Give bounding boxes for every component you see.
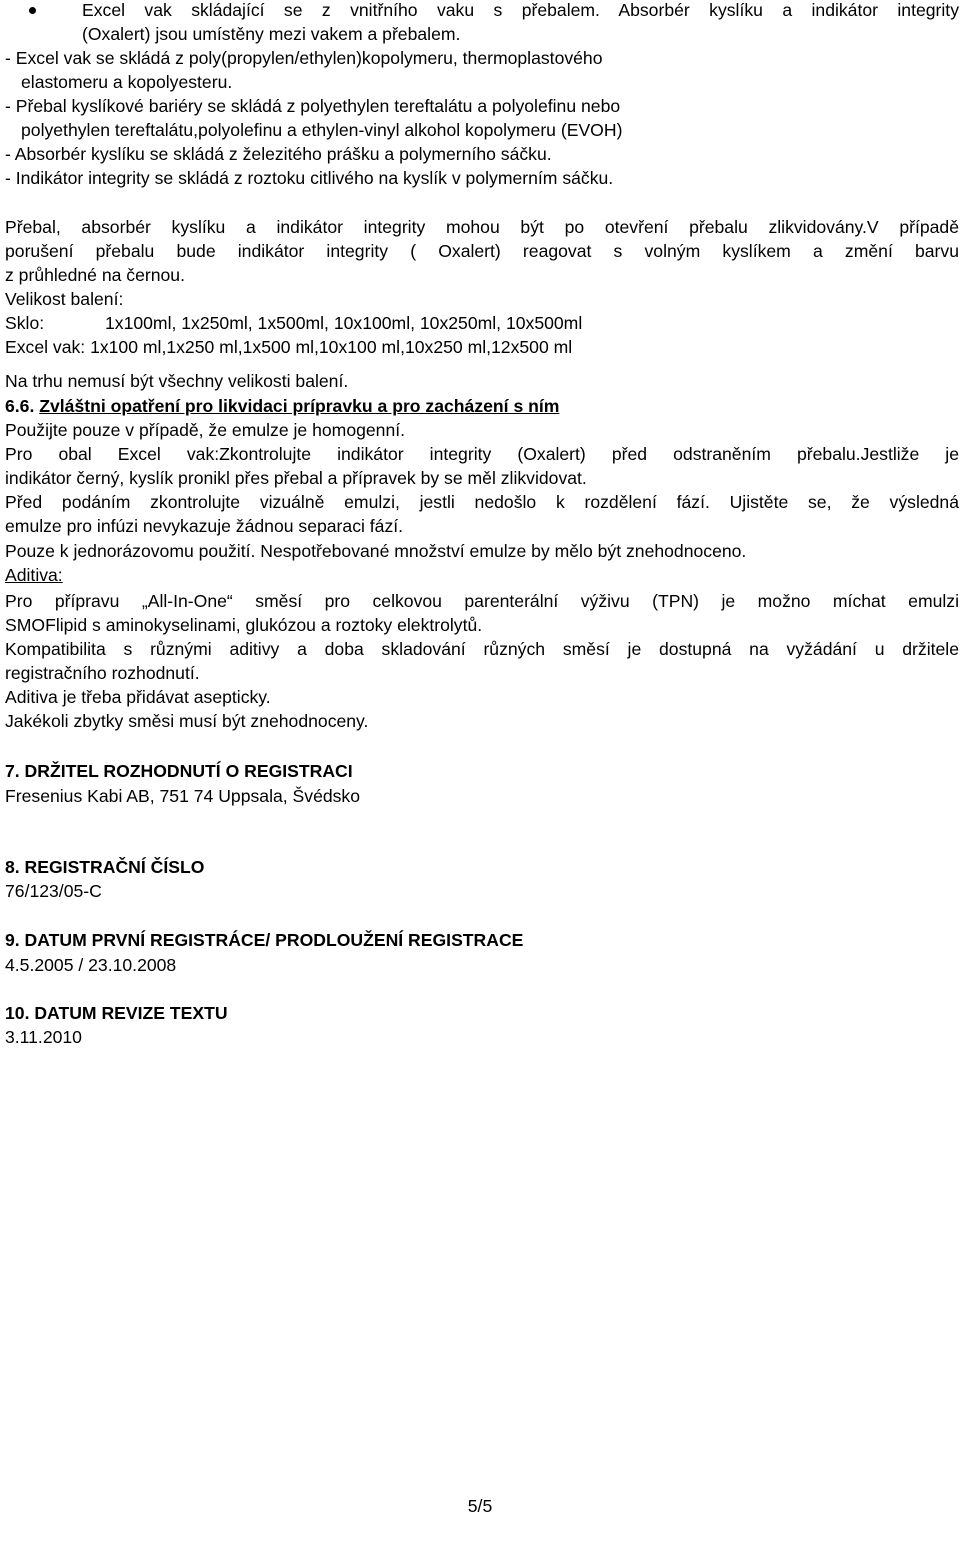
s66-line12: Jakékoli zbytky směsi musí být znehodnoceny. (5, 711, 369, 731)
s66-line3: indikátor černý, kyslík pronikl přes přebal a přípravek by se měl zlikvidovat. (5, 468, 587, 488)
s66-line7: Pro přípravu „All-In-One“ směsí pro celkovou parenterální výživu (TPN) je možno míchat emulzi (5, 591, 959, 611)
s66-line10: registračního rozhodnutí. (5, 663, 200, 683)
composition-absorber: - Absorbér kyslíku se skládá z železitého prášku a polymerního sáčku. (5, 144, 552, 164)
composition-prebal-cont: polyethylen tereftalátu,polyolefinu a ethylen-vinyl alkohol kopolymeru (EVOH) (21, 120, 623, 140)
prebal-paragraph-line3: z průhledné na černou. (5, 265, 185, 285)
section-7-heading: 7. DRŽITEL ROZHODNUTÍ O REGISTRACI (5, 761, 353, 781)
bullet-text-1: Excel vak skládající se z vnitřního vaku s přebalem. Absorbér kyslíku a indikátor integrity (82, 0, 959, 20)
section-7-value: Fresenius Kabi AB, 751 74 Uppsala, Švédsko (5, 786, 361, 806)
pack-size-note: Na trhu nemusí být všechny velikosti balení. (5, 371, 349, 391)
pack-size-title: Velikost balení: (5, 289, 124, 309)
section-8-heading: 8. REGISTRAČNÍ ČÍSLO (5, 857, 205, 877)
composition-indicator: - Indikátor integrity se skládá z roztoku citlivého na kyslík v polymerním sáčku. (5, 168, 614, 188)
s66-line2: Pro obal Excel vak:Zkontrolujte indikátor integrity (Oxalert) před odstraněním přebalu.Jestliže je (5, 444, 959, 464)
section-9-heading: 9. DATUM PRVNÍ REGISTRÁCE/ PRODLOUŽENÍ REGISTRACE (5, 930, 524, 950)
section-10-heading: 10. DATUM REVIZE TEXTU (5, 1003, 228, 1023)
section-6-6-heading (5, 394, 559, 418)
prebal-paragraph-line2: porušení přebalu bude indikátor integrity ( Oxalert) reagovat s volným kyslíkem a změní barvu (5, 241, 959, 261)
s66-line9: Kompatibilita s různými aditivy a doba skladování různých směsí je dostupná na vyžádání u držitele (5, 639, 959, 659)
s66-line6: Pouze k jednorázovomu použití. Nespotřebované množství emulze by mělo být znehodnoceno. (5, 541, 747, 561)
prebal-paragraph-line1: Přebal, absorbér kyslíku a indikátor integrity mohou být po otevření přebalu zlikvidovány.V případě (5, 217, 959, 237)
section-9-value: 4.5.2005 / 23.10.2008 (5, 955, 177, 975)
s66-line4: Před podáním zkontrolujte vizuálně emulzi, jestli nedošlo k rozdělení fází. Ujistěte se, že výsledná (5, 492, 959, 512)
bullet-item-line2: (Oxalert) jsou umístěny mezi vakem a přebalem. (82, 24, 461, 44)
composition-excel-vak: - Excel vak se skládá z poly(propylen/ethylen)kopolymeru, thermoplastového (5, 48, 603, 68)
s66-line11: Aditiva je třeba přidávat asepticky. (5, 687, 271, 707)
bullet-item-line1 (82, 0, 959, 22)
s66-line8: SMOFlipid s aminokyselinami, glukózou a roztoky elektrolytů. (5, 615, 483, 635)
aditiva-heading: Aditiva: (5, 565, 63, 585)
section-6-6-number: 6.6. (5, 396, 35, 416)
composition-prebal: - Přebal kyslíkové bariéry se skládá z polyethylen tereftalátu a polyolefinu nebo (5, 96, 621, 116)
pack-size-excel: Excel vak: 1x100 ml,1x250 ml,1x500 ml,10x100 ml,10x250 ml,12x500 ml (5, 337, 573, 357)
composition-excel-vak-cont: elastomeru a kopolyesteru. (21, 72, 233, 92)
bullet-dot (29, 7, 36, 14)
section-10-value: 3.11.2010 (5, 1027, 82, 1047)
s66-line1: Použijte pouze v případě, že emulze je homogenní. (5, 420, 406, 440)
section-6-6-title: Zvláštni opatření pro likvidaci prípravku a pro zacházení s ním (39, 396, 560, 416)
page-number: 5/5 (467, 1496, 493, 1516)
section-8-value: 76/123/05-C (5, 881, 102, 901)
pack-size-sklo (5, 311, 582, 335)
sklo-label: Sklo: (5, 313, 45, 333)
sklo-values: 1x100ml, 1x250ml, 1x500ml, 10x100ml, 10x250ml, 10x500ml (105, 313, 583, 333)
s66-line5: emulze pro infúzi nevykazuje žádnou separaci fází. (5, 516, 404, 536)
